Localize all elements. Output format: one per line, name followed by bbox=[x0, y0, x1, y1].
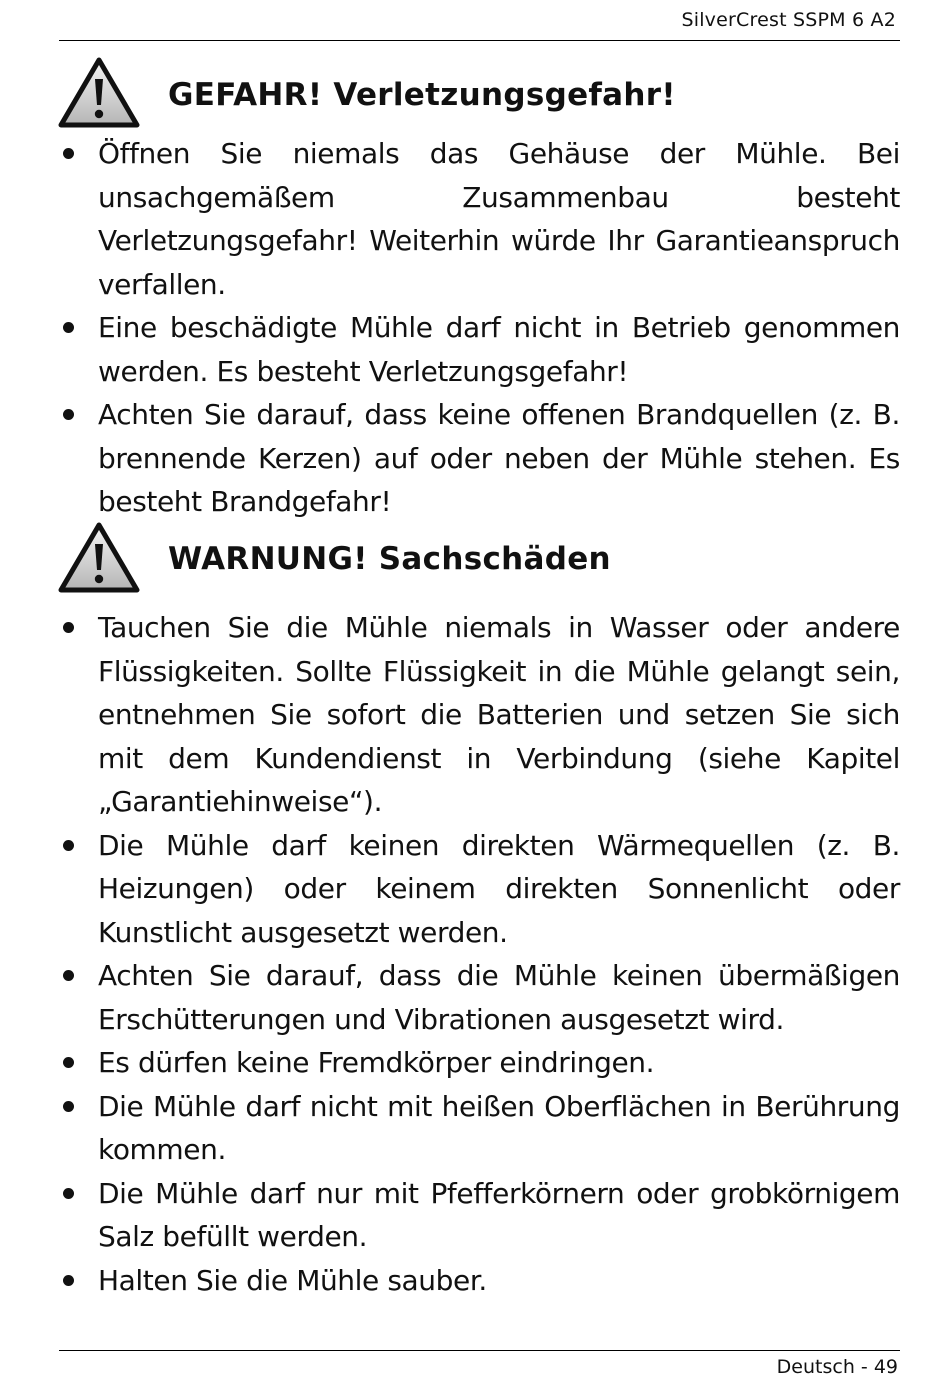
warning-triangle-icon bbox=[58, 522, 140, 594]
list-item: Tauchen Sie die Mühle niemals in Wasser oder andere Flüssigkeiten. Sollte Flüssigkeit in die Mühle gelangt sein, entnehmen Sie sofort die Batterien und setzen Sie sich mit dem Kundendienst in Verbindung (siehe Kapitel „Garantiehinweise“). bbox=[58, 606, 900, 824]
list-item: Es dürfen keine Fremdkörper eindringen. bbox=[58, 1041, 900, 1085]
danger-heading bbox=[58, 57, 900, 131]
list-item: Achten Sie darauf, dass die Mühle keinen übermäßigen Erschütterungen und Vibrationen ausgesetzt wird. bbox=[58, 954, 900, 1041]
danger-heading-text: GEFAHR! Verletzungsgefahr! bbox=[168, 77, 676, 113]
footer-separator: - bbox=[860, 1356, 868, 1378]
footer-divider bbox=[59, 1350, 900, 1351]
danger-list bbox=[58, 132, 900, 524]
list-item: Achten Sie darauf, dass keine offenen Brandquellen (z. B. brennende Kerzen) auf oder neben der Mühle stehen. Es besteht Brandgefahr! bbox=[58, 393, 900, 524]
page-footer bbox=[777, 1356, 898, 1378]
list-item: Eine beschädigte Mühle darf nicht in Betrieb genommen werden. Es besteht Verletzungsgefahr! bbox=[58, 306, 900, 393]
list-item: Öffnen Sie niemals das Gehäuse der Mühle. Bei unsachgemäßem Zusammenbau besteht Verletzungsgefahr! Weiterhin würde Ihr Garantieanspruch verfallen. bbox=[58, 132, 900, 306]
running-header: SilverCrest SSPM 6 A2 bbox=[681, 9, 896, 31]
page-number: 49 bbox=[873, 1356, 898, 1378]
list-item: Halten Sie die Mühle sauber. bbox=[58, 1259, 900, 1303]
warning-heading bbox=[58, 522, 900, 596]
warning-triangle-icon bbox=[58, 57, 140, 129]
list-item: Die Mühle darf nur mit Pfefferkörnern oder grobkörnigem Salz befüllt werden. bbox=[58, 1172, 900, 1259]
footer-language: Deutsch bbox=[776, 1356, 855, 1378]
list-item: Die Mühle darf keinen direkten Wärmequellen (z. B. Heizungen) oder keinem direkten Sonnenlicht oder Kunstlicht ausgesetzt werden. bbox=[58, 824, 900, 955]
header-divider bbox=[59, 40, 900, 41]
warning-list bbox=[58, 606, 900, 1302]
warning-heading-text: WARNUNG! Sachschäden bbox=[168, 541, 611, 577]
list-item: Die Mühle darf nicht mit heißen Oberflächen in Berührung kommen. bbox=[58, 1085, 900, 1172]
